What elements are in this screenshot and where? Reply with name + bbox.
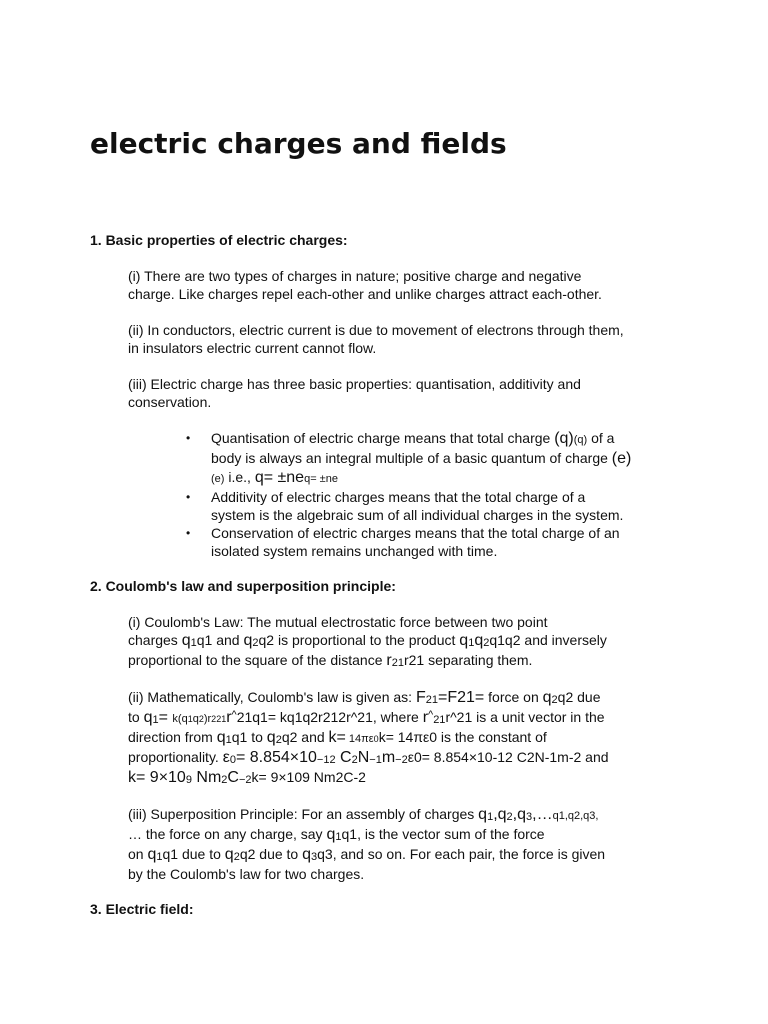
math-subscript: 3 [311,851,318,863]
paragraph-coulomb-law [128,613,688,671]
math-equals: = [158,709,173,726]
text-run: body is always an integral multiple of a basic quantum of charge [211,450,612,466]
text-line: Additivity of electric charges means that the total charge of a [211,489,586,505]
bullet-dot-icon: • [186,526,191,540]
math-exponent: −2 [395,754,408,766]
math-unit: C [335,749,352,766]
text-run: charges [128,632,182,648]
math-e: (e) [611,450,632,467]
math-fraction: )r [203,713,212,725]
math-q: ,q [493,806,507,823]
text-run: and [212,632,244,648]
text-run: 21q1= kq1q2r212r^21, where [236,709,423,725]
bullet-quantisation [186,429,686,488]
paragraph-superposition [128,805,688,883]
math-exponent: 9 [185,774,192,786]
math-q: q [474,632,484,649]
math-q: q [478,806,488,823]
math-subscript: 1 [187,714,193,724]
math-subscript: 1 [225,734,232,746]
math-q2: q [243,632,253,649]
text-line [128,688,688,708]
text-line: (iii) Electric charge has three basic properties: quantisation, additivity and [128,376,581,392]
math-q2: q [542,689,552,706]
math-subscript: 1 [487,811,494,823]
math-plain: q1q2 [489,632,521,648]
text-line: (ii) In conductors, electric current is due to movement of electrons through them, [128,322,624,338]
math-q: (q) [554,430,574,447]
math-q1q2: q [459,632,469,649]
text-run: separating them. [424,652,533,668]
math-subscript: 0 [373,734,379,744]
math-plain: q2 [281,729,298,745]
text-line [128,805,688,825]
math-subscript: 21 [433,714,446,726]
text-line [128,631,688,651]
math-q-ne-plain: q= ±ne [304,473,338,485]
text-line: in insulators electric current cannot flow. [128,340,377,356]
section-heading-3: 3. Electric field: [90,901,194,917]
text-run: is proportional to the product [274,632,460,648]
math-subscript: 2 [198,714,204,724]
text-line [211,449,686,468]
math-value: = 8.854×10 [235,749,317,766]
math-subscript: 2 [483,637,490,649]
math-unit: C [227,769,239,786]
text-line: conservation. [128,394,212,410]
text-run: (ii) Mathematically, Coulomb's law is given as: [128,689,416,705]
text-run: to [128,709,144,725]
math-unit: m [381,749,396,766]
text-line [128,768,688,788]
text-line: isolated system remains unchanged with time. [211,543,498,559]
math-plain: q1,q2,q3, [552,810,599,822]
math-exponent: −2 [238,774,252,786]
text-run: … the force on any charge, say [128,826,327,842]
math-subscript: 1 [156,851,163,863]
math-subscript: 1 [152,714,159,726]
math-e-plain: (e) [211,473,225,485]
math-plain: q1 [162,846,179,862]
math-q1: q [326,826,336,843]
math-subscript: 1 [335,831,342,843]
math-q2: q [266,729,276,746]
math-q-ne: q= ±ne [254,469,305,486]
math-epsilon: ε [222,749,230,766]
math-unit: Nm [191,769,222,786]
math-exponent: 2 [221,774,228,786]
math-subscript: 2 [233,851,240,863]
math-subscript: 21 [391,657,404,669]
document-title: electric charges and fields [90,127,507,160]
math-subscript: 1 [468,637,475,649]
math-subscript: 0 [229,754,236,766]
math-unit: N [357,749,370,766]
math-hat: ^ [428,709,434,721]
text-run: is a unit vector in the [472,709,605,725]
math-subscript: 2 [252,637,259,649]
math-subscript: 21 [425,694,438,706]
math-q3: q [302,846,311,863]
text-run: and inversely [520,632,607,648]
text-run: direction from [128,729,217,745]
text-run: , and so on. For each pair, the force is given [332,846,606,862]
math-subscript: 2 [275,734,282,746]
text-run: due to [178,846,225,862]
math-plain: q2 [258,632,275,648]
text-line [128,845,688,865]
text-run: force on [484,689,543,705]
text-run: and [581,749,609,765]
math-F21: F [415,689,426,706]
properties-bullet-list [186,429,686,560]
math-plain: q2 [557,689,574,705]
text-line [128,651,688,671]
math-fraction: 14πε [345,733,374,745]
math-plain: q1 [231,729,248,745]
math-q-plain: (q) [573,434,588,446]
bullet-additivity [186,488,686,524]
bullet-conservation [186,524,686,560]
math-plain: r^21 [445,709,473,725]
text-line [211,468,686,488]
text-run: i.e., [224,469,255,485]
text-line: (i) There are two types of charges in nature; positive charge and negative [128,268,582,284]
math-subscript: 2 [211,714,217,724]
math-q1: q [147,846,157,863]
text-line [128,825,688,845]
text-run: Quantisation of electric charge means that total charge [211,430,555,446]
text-run: due to [255,846,303,862]
math-subscript: 2 [551,694,558,706]
math-subscript: 3 [526,811,533,823]
math-plain: k= 9×109 Nm2C-2 [251,769,366,785]
text-run: is the constant of [437,729,547,745]
text-run: to [247,729,267,745]
math-plain: ε0= 8.854×10-12 C2N-1m-2 [407,749,582,765]
math-subscript: 21 [216,714,227,724]
text-run: of a [587,430,615,446]
text-line [211,429,686,449]
math-plain: q1 [196,632,213,648]
text-run: , is the vector sum of the force [357,826,545,842]
math-exponent: 2 [351,754,358,766]
math-k: k= [328,729,346,746]
text-run: proportional to the square of the distance [128,652,387,668]
text-line: system is the algebraic sum of all individual charges in the system. [211,507,624,523]
math-plain: q2 [239,846,256,862]
text-line: charge. Like charges repel each-other and unlike charges attract each-other. [128,286,602,302]
text-run: and [297,729,329,745]
paragraph-coulomb-formula [128,688,688,788]
math-plain: k= 14πε0 [378,729,438,745]
math-q: ,q [512,806,526,823]
math-q1: q [216,729,226,746]
math-k-value: k= 9×10 [128,769,186,786]
math-fraction: k(q [172,713,188,725]
math-ellipsis: ,… [532,806,553,823]
section-heading-1: 1. Basic properties of electric charges: [90,232,348,248]
math-q1: q [143,709,153,726]
section-heading-2: 2. Coulomb's law and superposition principle: [90,578,396,594]
math-subscript: 2 [506,811,513,823]
text-line [128,728,688,748]
math-fraction: q [192,713,199,725]
bullet-dot-icon: • [186,431,191,445]
text-run: due [573,689,601,705]
paragraph-basic-properties [128,375,688,411]
math-plain: q3 [317,846,333,862]
bullet-dot-icon: • [186,490,191,504]
text-run: proportionality. [128,749,223,765]
text-run: (iii) Superposition Principle: For an assembly of charges [128,806,479,822]
text-line: Conservation of electric charges means that the total charge of an [211,525,620,541]
math-exponent: −1 [369,754,382,766]
math-plain: q1 [341,826,358,842]
math-subscript: 1 [190,637,197,649]
math-r21: r [386,652,392,669]
math-r-hat: r [226,709,232,726]
math-q1: q [181,632,191,649]
text-line: (i) Coulomb's Law: The mutual electrostatic force between two point [128,614,548,630]
text-line [128,748,688,768]
paragraph-charge-types [128,267,688,303]
math-exponent: −12 [316,754,336,766]
math-equals: =F21= [437,689,485,706]
math-plain: r21 [403,652,425,668]
text-line [128,708,688,728]
text-line: by the Coulomb's law for two charges. [128,866,365,882]
math-q2: q [224,846,234,863]
math-r-hat: r [422,709,429,726]
paragraph-conductors [128,321,688,357]
math-hat: ^ [231,709,237,721]
text-run: on [128,846,148,862]
